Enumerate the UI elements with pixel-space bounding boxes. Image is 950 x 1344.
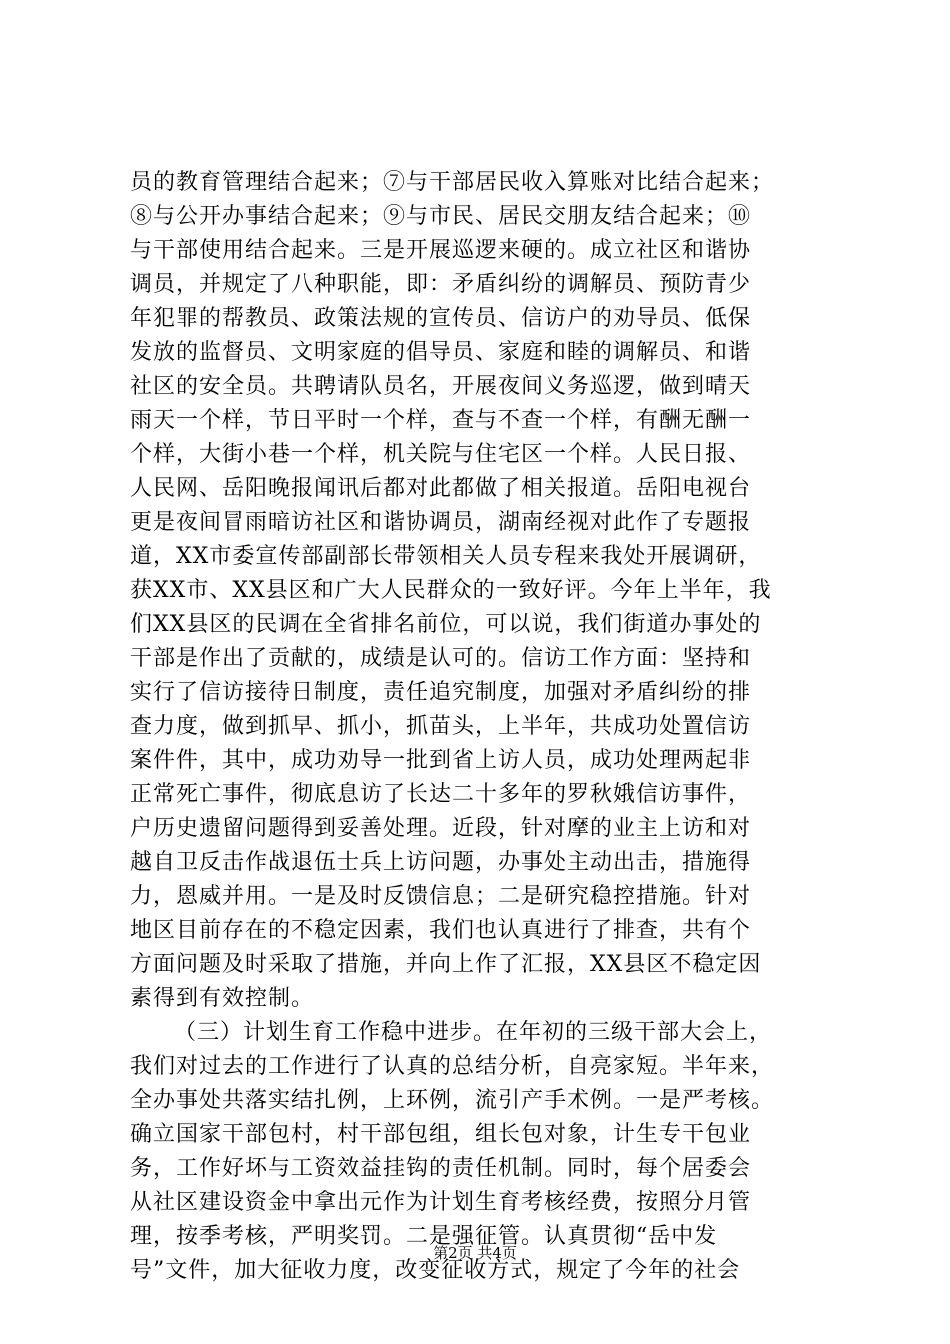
- text-line: 查力度，做到抓早、抓小，抓苗头，上半年，共成功处置信访: [130, 714, 752, 739]
- text-line: 获XX市、XX县区和广大人民群众的一致好评。今年上半年，我: [130, 578, 772, 603]
- page-number-footer: 第2页 共4页: [433, 1244, 517, 1262]
- text-line: 素得到有效控制。: [130, 986, 315, 1011]
- text-line: 干部是作出了贡献的，成绩是认可的。信访工作方面：坚持和: [130, 646, 752, 671]
- text-line: 确立国家干部包村，村干部包组，组长包对象，计生专干包业: [130, 1122, 752, 1147]
- text-line: 实行了信访接待日制度，责任追究制度，加强对矛盾纠纷的排: [130, 680, 752, 705]
- text-line: 发放的监督员、文明家庭的倡导员、家庭和睦的调解员、和谐: [130, 340, 752, 365]
- text-line: 更是夜间冒雨暗访社区和谐协调员，湖南经视对此作了专题报: [130, 510, 752, 535]
- text-line: 正常死亡事件，彻底息访了长达二十多年的罗秋娥信访事件，: [130, 782, 752, 807]
- text-line: 全办事处共落实结扎例，上环例，流引产手术例。一是严考核。: [130, 1088, 775, 1113]
- text-line: 越自卫反击作战退伍士兵上访问题，办事处主动出击，措施得: [130, 850, 752, 875]
- text-line: 年犯罪的帮教员、政策法规的宣传员、信访户的劝导员、低保: [130, 306, 752, 331]
- text-line: 道，XX市委宣传部副部长带领相关人员专程来我处开展调研，: [130, 544, 762, 569]
- text-line: 们XX县区的民调在全省排名前位，可以说，我们街道办事处的: [130, 612, 762, 637]
- text-line: 务，工作好坏与工资效益挂钩的责任机制。同时，每个居委会: [130, 1156, 752, 1181]
- text-line: 雨天一个样，节日平时一个样，查与不查一个样，有酬无酬一: [130, 408, 752, 433]
- text-line: 力，恩威并用。一是及时反馈信息；二是研究稳控措施。针对: [130, 884, 752, 909]
- text-line: 地区目前存在的不稳定因素，我们也认真进行了排查，共有个: [130, 918, 752, 943]
- text-line: 户历史遗留问题得到妥善处理。近段，针对摩的业主上访和对: [130, 816, 752, 841]
- text-line: 号”文件，加大征收力度，改变征收方式，规定了今年的社会: [130, 1258, 741, 1283]
- section-heading-line: （三）计划生育工作稳中进步。在年初的三级干部大会上，: [174, 1020, 773, 1045]
- text-line: 社区的安全员。共聘请队员名，开展夜间义务巡逻，做到晴天: [130, 374, 752, 399]
- text-line: ⑧与公开办事结合起来；⑨与市民、居民交朋友结合起来；⑩: [130, 204, 752, 229]
- text-line: 我们对过去的工作进行了认真的总结分析，自亮家短。半年来，: [130, 1054, 775, 1079]
- text-line: 理，按季考核，严明奖罚。二是强征管。认真贯彻“岳中发: [130, 1224, 718, 1249]
- text-line: 员的教育管理结合起来；⑦与干部居民收入算账对比结合起来；: [130, 170, 775, 195]
- text-line: 调员，并规定了八种职能，即：矛盾纠纷的调解员、预防青少: [130, 272, 752, 297]
- text-line: 从社区建设资金中拿出元作为计划生育考核经费，按照分月管: [130, 1190, 752, 1215]
- text-line: 与干部使用结合起来。三是开展巡逻来硬的。成立社区和谐协: [130, 238, 752, 263]
- text-line: 个样，大街小巷一个样，机关院与住宅区一个样。人民日报、: [130, 442, 752, 467]
- text-line: 案件件，其中，成功劝导一批到省上访人员，成功处理两起非: [130, 748, 752, 773]
- body-text: [130, 166, 850, 1288]
- text-line: 人民网、岳阳晚报闻讯后都对此都做了相关报道。岳阳电视台: [130, 476, 752, 501]
- text-line: 方面问题及时采取了措施，并向上作了汇报，XX县区不稳定因: [130, 952, 762, 977]
